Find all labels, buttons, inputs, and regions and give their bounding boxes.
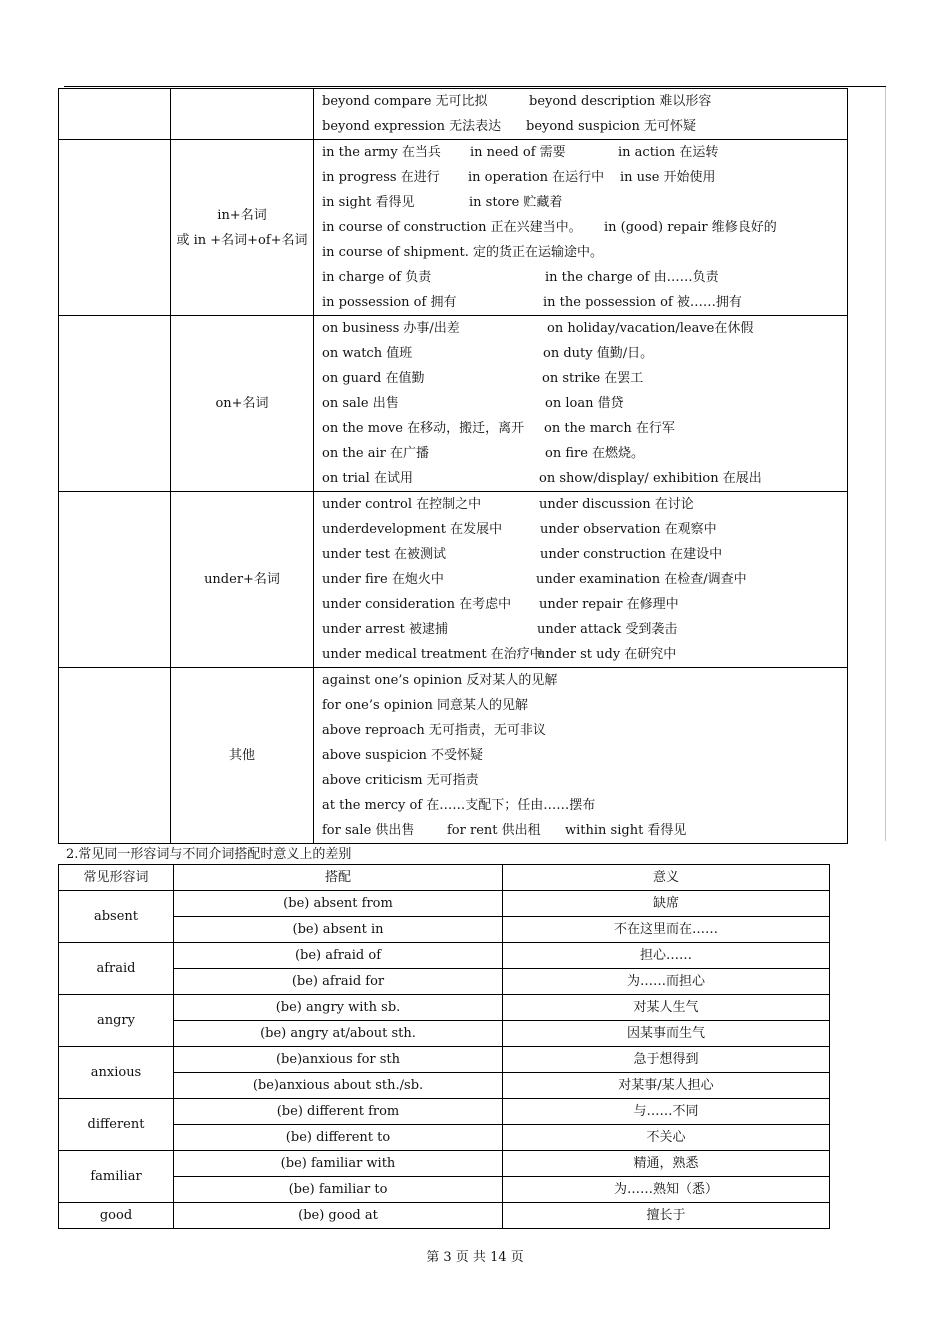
table-row [59,917,830,943]
phrase-cell [314,140,848,316]
phrase-line [322,290,847,315]
category-cell [171,316,314,492]
phrase-line [322,466,847,491]
phrase-entry: in charge of 负责 [322,270,432,285]
table-row [59,1177,830,1203]
blank-cell [59,316,171,492]
phrase-entry: on show/display/ exhibition 在展出 [539,471,762,486]
phrase-entry: under discussion 在讨论 [539,497,694,512]
phrase-line [322,316,847,341]
footer-suffix: 页 [510,1250,524,1265]
phrase-entry: at the mercy of 在……支配下；任由……摆布 [322,798,596,813]
table-header-row [59,865,830,891]
phrase-cell [314,492,848,668]
meaning-cell: 不在这里而在…… [503,917,830,943]
footer-page-number: 3 [443,1250,452,1265]
phrase-line [322,215,847,240]
phrase-cell [314,668,848,844]
phrase-entry: on business 办事/出差 [322,321,460,336]
blank-cell [59,89,171,140]
collocation-cell: (be)anxious for sth [174,1047,503,1073]
phrase-entry: on sale 出售 [322,396,399,411]
adjective-preposition-table [58,864,830,1229]
phrase-entry: under consideration 在考虑中 [322,597,512,612]
phrase-line [322,114,847,139]
phrase-entry: under medical treatment 在治疗中 [322,647,543,662]
table-row [59,140,848,316]
table-row [59,891,830,917]
phrase-line [322,140,847,165]
table-row [59,89,848,140]
phrase-line [322,542,847,567]
phrase-line [322,341,847,366]
phrase-entry: in the possession of 被……拥有 [543,295,742,310]
phrase-entry: in use 开始使用 [620,170,716,185]
section-title: 2.常见同一形容词与不同介词搭配时意义上的差别 [66,847,352,862]
phrase-line [322,165,847,190]
phrase-entry: above reproach 无可指责，无可非议 [322,723,546,738]
phrase-entry: under construction 在建设中 [540,547,723,562]
meaning-cell: 担心…… [503,943,830,969]
collocation-cell: (be) angry with sb. [174,995,503,1021]
phrase-entry: on duty 值勤/日。 [543,346,654,361]
adjective-cell: absent [59,891,174,943]
phrase-entry: on trial 在试用 [322,471,413,486]
table-row [59,1021,830,1047]
phrase-entry: in the charge of 由……负责 [545,270,719,285]
phrase-entry: under fire 在炮火中 [322,572,444,587]
phrase-entry: in the army 在当兵 [322,145,441,160]
category-label: 其他 [228,748,255,763]
blank-cell [59,140,171,316]
phrase-entry: beyond expression 无法表达 [322,119,502,134]
phrase-line [322,567,847,592]
phrase-entry: beyond description 难以形容 [529,94,712,109]
meaning-cell: 缺席 [503,891,830,917]
phrase-entry: in course of shipment. 定的货正在运输途中。 [322,245,604,260]
phrase-cell [314,316,848,492]
phrase-entry: under test 在被测试 [322,547,447,562]
table-row [59,995,830,1021]
phrase-entry: above criticism 无可指责 [322,773,479,788]
collocation-cell: (be) familiar with [174,1151,503,1177]
phrase-line [322,592,847,617]
phrase-entry: beyond suspicion 无可怀疑 [526,119,696,134]
collocation-cell: (be)anxious about sth./sb. [174,1073,503,1099]
phrase-entry: beyond compare 无可比拟 [322,94,488,109]
phrase-entry: under repair 在修理中 [539,597,679,612]
phrase-entry: on fire 在燃烧。 [545,446,645,461]
collocation-cell: (be) angry at/about sth. [174,1021,503,1047]
phrase-entry: in (good) repair 维修良好的 [604,220,777,235]
blank-cell [59,492,171,668]
adjective-cell: different [59,1099,174,1151]
phrase-line [322,240,847,265]
phrase-line [322,642,847,667]
collocation-cell: (be) absent from [174,891,503,917]
table-row [59,1047,830,1073]
header-adjective: 常见形容词 [59,865,174,891]
phrase-entry: for sale 供出售 [322,823,415,838]
phrase-entry: under control 在控制之中 [322,497,482,512]
phrase-entry: in action 在运转 [618,145,719,160]
adjective-cell: good [59,1203,174,1229]
table-row [59,943,830,969]
phrase-entry: in progress 在进行 [322,170,440,185]
phrase-entry: in sight 看得见 [322,195,415,210]
phrase-entry: on the march 在行军 [544,421,675,436]
header-meaning: 意义 [503,865,830,891]
phrase-entry: in operation 在运行中 [468,170,605,185]
phrase-line [322,768,847,793]
meaning-cell: 为……而担心 [503,969,830,995]
footer-mid: 页 共 [455,1250,486,1265]
meaning-cell: 因某事而生气 [503,1021,830,1047]
phrase-line [322,190,847,215]
phrase-line [322,793,847,818]
phrase-entry: under st udy 在研究中 [537,647,677,662]
phrase-line [322,366,847,391]
phrase-entry: on watch 值班 [322,346,413,361]
table-row [59,492,848,668]
page-footer [0,1248,950,1268]
meaning-cell: 精通，熟悉 [503,1151,830,1177]
category-label: in+名词 [217,207,267,223]
phrase-entry: in course of construction 正在兴建当中。 [322,220,582,235]
category-cell [171,492,314,668]
phrase-line [322,441,847,466]
category-label: 或 in +名词+of+名词 [176,232,308,248]
footer-prefix: 第 [426,1250,440,1265]
phrase-entry: on the air 在广播 [322,446,430,461]
phrase-cell [314,89,848,140]
phrase-line [322,391,847,416]
category-cell [171,140,314,316]
top-rule [64,86,886,87]
preposition-noun-table [58,88,848,844]
phrase-entry: under examination 在检查/调查中 [536,572,747,587]
phrase-entry: on loan 借贷 [545,396,624,411]
phrase-line [322,693,847,718]
table-row [59,1203,830,1229]
category-cell [171,89,314,140]
blank-cell [59,668,171,844]
phrase-line [322,743,847,768]
collocation-cell: (be) afraid for [174,969,503,995]
phrase-entry: on the move 在移动，搬迁，离开 [322,421,525,436]
phrase-entry: under observation 在观察中 [540,522,717,537]
category-cell [171,668,314,844]
table-row [59,1151,830,1177]
collocation-cell: (be) different from [174,1099,503,1125]
phrase-line [322,492,847,517]
phrase-line [322,668,847,693]
margin-guide-line [885,87,886,841]
phrase-entry: for rent 供出租 [447,823,541,838]
meaning-cell: 对某人生气 [503,995,830,1021]
phrase-entry: on strike 在罢工 [542,371,644,386]
phrase-entry: under arrest 被逮捕 [322,622,449,637]
collocation-cell: (be) different to [174,1125,503,1151]
collocation-cell: (be) good at [174,1203,503,1229]
phrase-entry: in need of 需要 [470,145,566,160]
category-label: under+名词 [204,572,280,587]
adjective-cell: angry [59,995,174,1047]
collocation-cell: (be) familiar to [174,1177,503,1203]
meaning-cell: 为……熟知（悉） [503,1177,830,1203]
table-row [59,1125,830,1151]
phrase-line [322,617,847,642]
meaning-cell: 对某事/某人担心 [503,1073,830,1099]
collocation-cell: (be) absent in [174,917,503,943]
meaning-cell: 擅长于 [503,1203,830,1229]
phrase-entry: for one’s opinion 同意某人的见解 [322,698,528,713]
meaning-cell: 急于想得到 [503,1047,830,1073]
category-label: on+名词 [215,396,269,411]
phrase-line [322,818,847,843]
adjective-cell: familiar [59,1151,174,1203]
table-row [59,1099,830,1125]
meaning-cell: 与……不同 [503,1099,830,1125]
phrase-entry: above suspicion 不受怀疑 [322,748,484,763]
phrase-line [322,718,847,743]
phrase-line [322,265,847,290]
collocation-cell: (be) afraid of [174,943,503,969]
phrase-entry: in store 贮藏着 [469,195,563,210]
header-collocation: 搭配 [174,865,503,891]
table-row [59,969,830,995]
phrase-entry: within sight 看得见 [565,823,687,838]
adjective-cell: anxious [59,1047,174,1099]
phrase-entry: under attack 受到袭击 [537,622,678,637]
adjective-cell: afraid [59,943,174,995]
phrase-entry: in possession of 拥有 [322,295,457,310]
table-row [59,316,848,492]
phrase-entry: on holiday/vacation/leave在休假 [547,321,754,336]
phrase-line [322,89,847,114]
phrase-entry: against one’s opinion 反对某人的见解 [322,673,558,688]
meaning-cell: 不关心 [503,1125,830,1151]
table-row [59,1073,830,1099]
table-row [59,668,848,844]
phrase-entry: underdevelopment 在发展中 [322,522,503,537]
phrase-line [322,416,847,441]
footer-total-pages: 14 [490,1250,507,1265]
phrase-entry: on guard 在值勤 [322,371,425,386]
phrase-line [322,517,847,542]
